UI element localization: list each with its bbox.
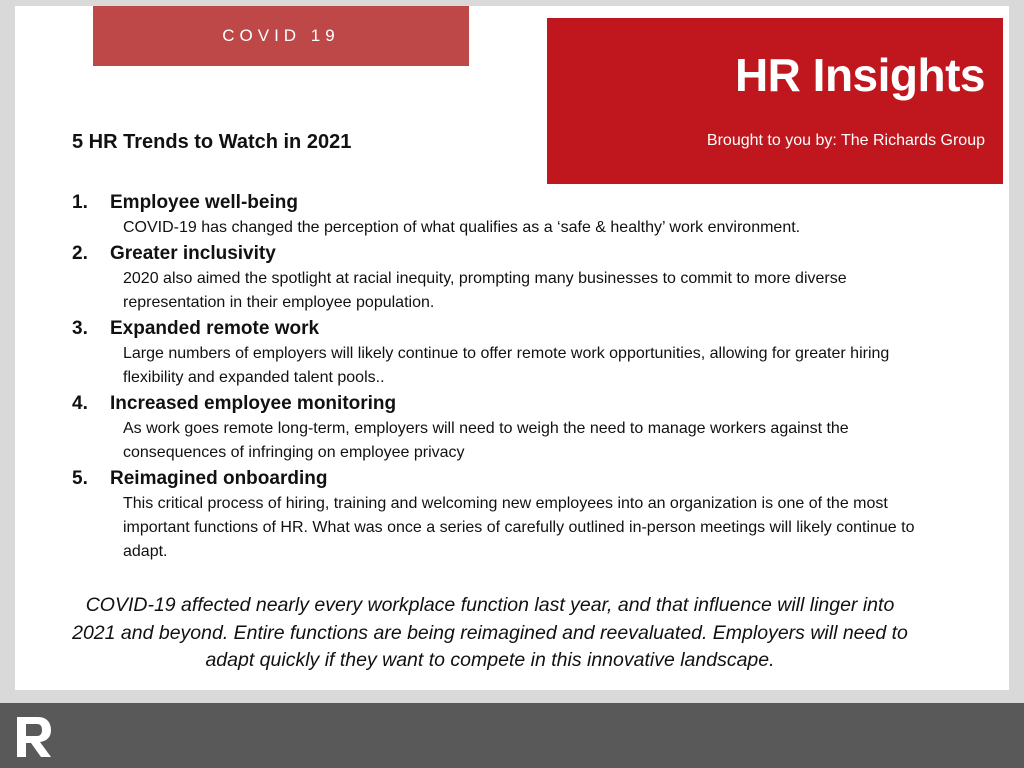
trend-number: 3.: [72, 318, 88, 339]
hr-insights-banner: [547, 18, 1003, 184]
slide-canvas: [15, 6, 1009, 690]
closing-quote: COVID-19 affected nearly every workplace function last year, and that influence will linger into 2021 and beyond. Entire functions are being reimagined and reevaluated. Employers will need to adapt quickly if they want to compete in this innovative landscape.: [72, 594, 908, 671]
covid-tag: [93, 6, 469, 66]
covid-tag-label: COVID 19: [222, 26, 340, 45]
trend-number: 2.: [72, 243, 88, 264]
trend-description: As work goes remote long-term, employers will need to weigh the need to manage workers against the consequences of infringing on employee privacy: [123, 420, 849, 461]
list-item: [72, 391, 922, 465]
trend-description: This critical process of hiring, training and welcoming new employees into an organization is one of the most important functions of HR. What was once a series of carefully outlined in-person meetings will likely continue to adapt.: [123, 495, 915, 560]
banner-subtitle: Brought to you by: The Richards Group: [706, 132, 985, 149]
trend-title: Increased employee monitoring: [110, 393, 397, 414]
trends-list: [72, 190, 922, 565]
trend-number: 1.: [72, 192, 88, 213]
list-item: [72, 466, 922, 564]
trend-number: 5.: [72, 468, 88, 489]
trend-title: Employee well-being: [110, 192, 298, 213]
trend-title: Greater inclusivity: [110, 243, 276, 264]
trend-number: 4.: [72, 393, 88, 414]
trend-description: 2020 also aimed the spotlight at racial inequity, prompting many businesses to commit to more diverse representation in their employee population.: [123, 270, 847, 311]
r-logo-icon: [14, 713, 54, 759]
list-item: [72, 190, 922, 240]
trend-description: COVID-19 has changed the perception of what qualifies as a ‘safe & healthy’ work environment.: [123, 219, 801, 236]
list-item: [72, 316, 922, 390]
footer-bar: [0, 703, 1024, 768]
trend-description: Large numbers of employers will likely continue to offer remote work opportunities, allowing for greater hiring flexibility and expanded talent pools..: [123, 345, 890, 386]
list-item: [72, 241, 922, 315]
trend-title: Reimagined onboarding: [110, 468, 328, 489]
page-title: 5 HR Trends to Watch in 2021: [72, 131, 352, 153]
trend-title: Expanded remote work: [110, 318, 320, 339]
banner-title: HR Insights: [734, 49, 985, 101]
